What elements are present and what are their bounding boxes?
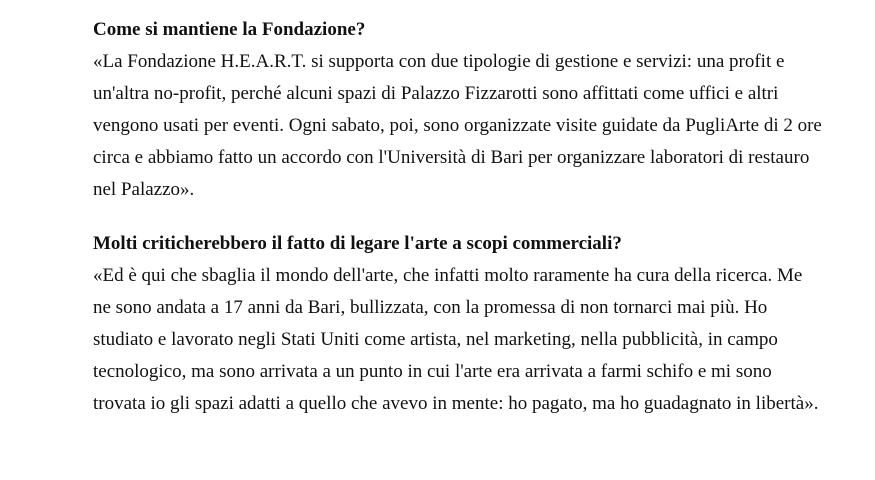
answer-paragraph: «Ed è qui che sbaglia il mondo dell'arte, che infatti molto raramente ha cura della ricerca. Me ne sono andata a 17 anni da Bari, bullizzata, con la promessa di non tornarci mai più. Ho studiato e lavorato negli Stati Uniti come artista, nel marketing, nella pubblicità, in campo tecnologico, ma sono arrivata a un punto in cui l'arte era arrivata a farmi schifo e mi sono trovata io gli spazi adatti a quello che avevo in mente: ho pagato, ma ho guadagnato in libertà». [93,265,819,414]
qa-block-funding [93,14,823,206]
answer-paragraph: «La Fondazione H.E.A.R.T. si supporta con due tipologie di gestione e servizi: una profit e un'altra no-profit, perché alcuni spazi di Palazzo Fizzarotti sono affittati come uffici e altri vengono usati per eventi. Ogni sabato, poi, sono organizzate visite guidate da PugliArte di 2 ore circa e abbiamo fatto un accordo con l'Università di Bari per organizzare laboratori di restauro nel Palazzo». [93,51,822,200]
article-body [93,14,823,420]
question-heading: Come si mantiene la Fondazione? [93,19,366,40]
question-heading: Molti criticherebbero il fatto di legare l'arte a scopi commerciali? [93,233,622,254]
qa-block-commercial [93,228,823,420]
